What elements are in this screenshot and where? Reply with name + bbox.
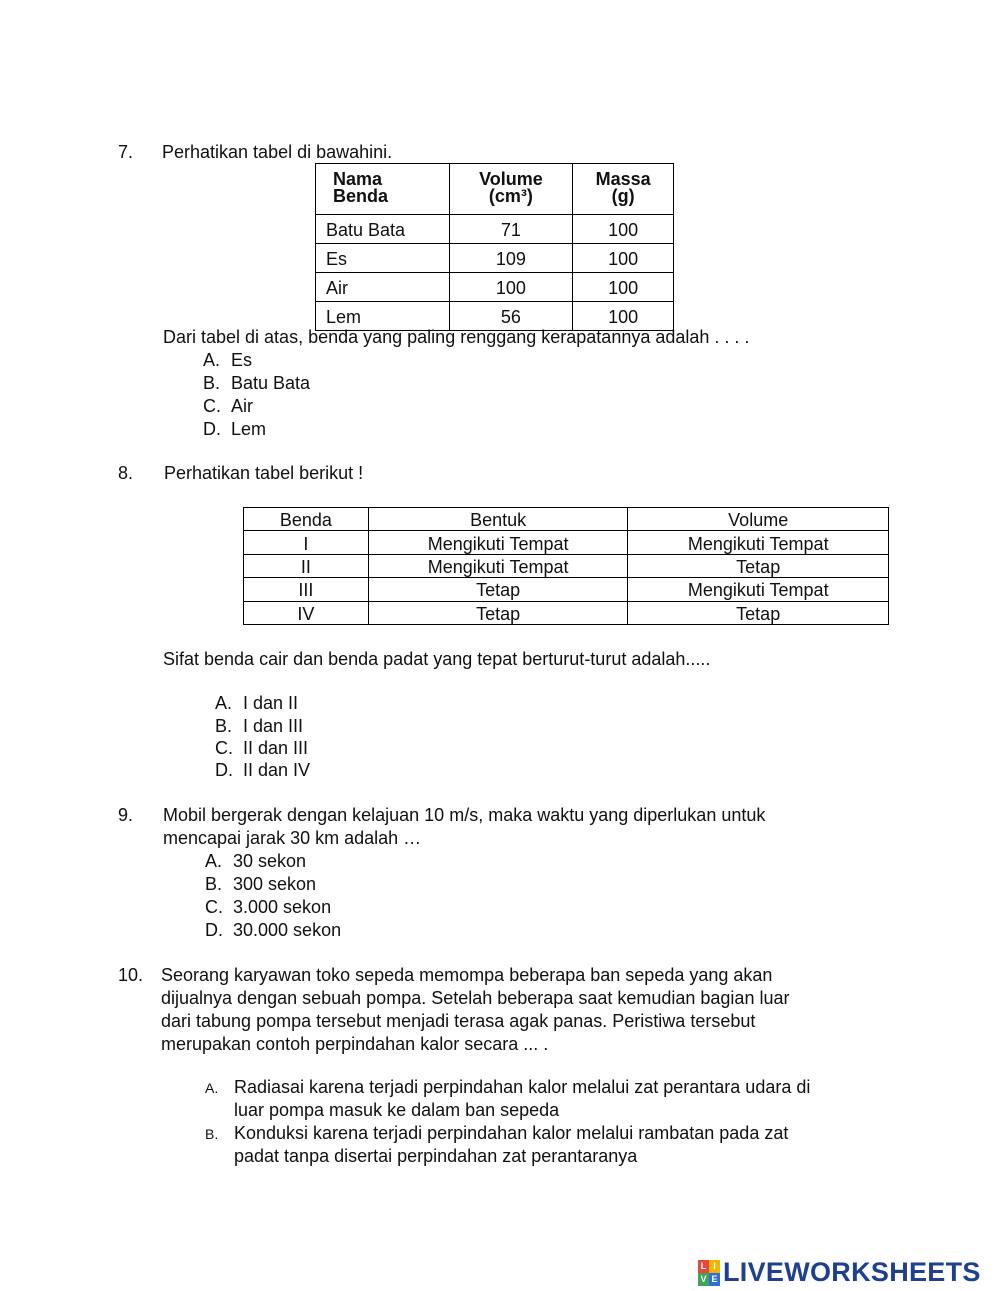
table-cell: 56 xyxy=(449,302,573,331)
logo-text: LIVEWORKSHEETS xyxy=(723,1257,981,1287)
table-cell: Tetap xyxy=(368,578,628,601)
table-cell: 100 xyxy=(449,273,573,302)
table-header-row xyxy=(316,164,674,215)
q9-number: 9. xyxy=(118,805,134,825)
table-cell: Batu Bata xyxy=(316,215,450,244)
q8-option-d[interactable]: D. II dan IV xyxy=(215,760,311,780)
table-cell: Mengikuti Tempat xyxy=(368,554,628,577)
q7-option-c[interactable]: C. Air xyxy=(203,396,253,416)
q7-table xyxy=(315,163,674,331)
table-row xyxy=(316,215,674,244)
table-cell: Tetap xyxy=(628,554,889,577)
table-cell: II xyxy=(244,554,369,577)
q7-question: Dari tabel di atas, benda yang paling renggang kerapatannya adalah . . . . xyxy=(163,327,750,347)
q10-line1: Seorang karyawan toko sepeda memompa beberapa ban sepeda yang akan xyxy=(161,965,773,985)
table-cell: 100 xyxy=(573,244,674,273)
table-cell: IV xyxy=(244,601,369,624)
q8-option-a[interactable]: A. I dan II xyxy=(215,693,299,713)
table-cell: Mengikuti Tempat xyxy=(368,531,628,554)
q10-line4: merupakan contoh perpindahan kalor secara ... . xyxy=(161,1034,549,1054)
table-row xyxy=(244,554,889,577)
table-cell: Tetap xyxy=(368,601,628,624)
q7-option-d[interactable]: D. Lem xyxy=(203,419,267,439)
q9-option-b[interactable]: B. 300 sekon xyxy=(205,874,317,894)
table-header-cell: Benda xyxy=(244,508,369,531)
table-cell: Es xyxy=(316,244,450,273)
q10-option-b-cont: padat tanpa disertai perpindahan zat perantaranya xyxy=(234,1146,638,1166)
q10-number: 10. xyxy=(118,965,144,985)
table-header-cell: Volume xyxy=(628,508,889,531)
table-cell: Mengikuti Tempat xyxy=(628,578,889,601)
table-cell: Air xyxy=(316,273,450,302)
q10-line2: dijualnya dengan sebuah pompa. Setelah beberapa saat kemudian bagian luar xyxy=(161,988,790,1008)
table-cell: Mengikuti Tempat xyxy=(628,531,889,554)
table-row xyxy=(244,578,889,601)
table-cell: 100 xyxy=(573,302,674,331)
q9-option-c[interactable]: C. 3.000 sekon xyxy=(205,897,332,917)
table-cell: Lem xyxy=(316,302,450,331)
table-cell: 100 xyxy=(573,273,674,302)
table-header-cell: Bentuk xyxy=(368,508,628,531)
table-header-cell: Nama Benda xyxy=(316,164,450,215)
q10-option-b[interactable]: B. Konduksi karena terjadi perpindahan kalor melalui rambatan pada zat xyxy=(205,1123,789,1143)
table-cell: 109 xyxy=(449,244,573,273)
q8-prompt: Perhatikan tabel berikut ! xyxy=(164,463,364,483)
q8-option-b[interactable]: B. I dan III xyxy=(215,716,304,736)
table-cell: 100 xyxy=(573,215,674,244)
q7-option-a[interactable]: A. Es xyxy=(203,350,253,370)
q7-number: 7. xyxy=(118,142,134,162)
q8-table xyxy=(243,507,889,625)
q7-option-b[interactable]: B. Batu Bata xyxy=(203,373,311,393)
logo-mark-icon: L I V E xyxy=(698,1260,720,1286)
q9-line2: mencapai jarak 30 km adalah … xyxy=(163,828,422,848)
table-header-cell: Massa (g) xyxy=(573,164,674,215)
table-cell: I xyxy=(244,531,369,554)
q10-option-a-cont: luar pompa masuk ke dalam ban sepeda xyxy=(234,1100,560,1120)
q7-prompt: Perhatikan tabel di bawahini. xyxy=(162,142,393,162)
table-header-row xyxy=(244,508,889,531)
table-cell: 71 xyxy=(449,215,573,244)
table-cell: Tetap xyxy=(628,601,889,624)
q8-option-c[interactable]: C. II dan III xyxy=(215,738,309,758)
table-row xyxy=(244,601,889,624)
table-row xyxy=(316,244,674,273)
table-row xyxy=(316,273,674,302)
table-row xyxy=(244,531,889,554)
q9-option-d[interactable]: D. 30.000 sekon xyxy=(205,920,342,940)
q9-line1: Mobil bergerak dengan kelajuan 10 m/s, maka waktu yang diperlukan untuk xyxy=(163,805,766,825)
q10-line3: dari tabung pompa tersebut menjadi terasa agak panas. Peristiwa tersebut xyxy=(161,1011,756,1031)
table-header-cell: Volume (cm³) xyxy=(449,164,573,215)
q10-option-a[interactable]: A. Radiasai karena terjadi perpindahan kalor melalui zat perantara udara di xyxy=(205,1077,811,1097)
q8-number: 8. xyxy=(118,463,134,483)
liveworksheets-logo xyxy=(698,1257,981,1288)
q9-option-a[interactable]: A. 30 sekon xyxy=(205,851,307,871)
q8-question: Sifat benda cair dan benda padat yang tepat berturut-turut adalah..... xyxy=(163,649,711,669)
table-cell: III xyxy=(244,578,369,601)
